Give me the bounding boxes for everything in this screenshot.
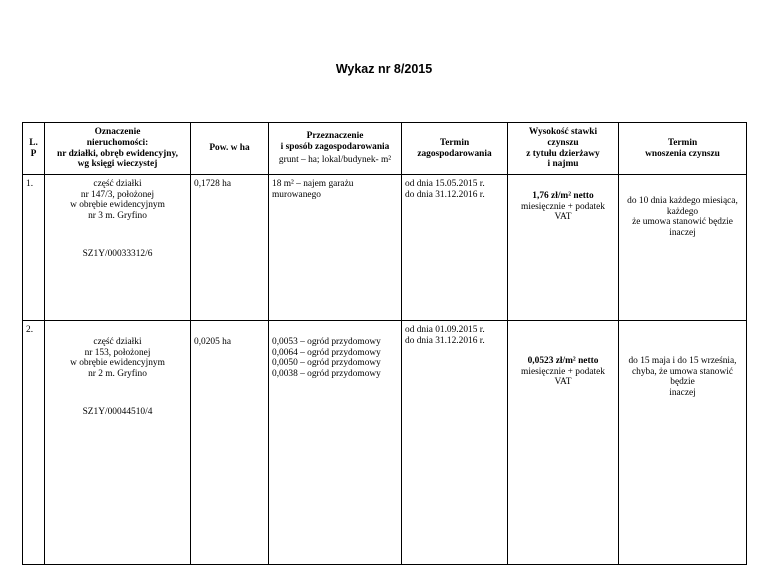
header-purpose: Przeznaczenie i sposób zagospodarowania grunt – ha; lokal/budynek- m² — [269, 123, 402, 175]
row-area: 0,0205 ha — [191, 321, 269, 565]
row-lp: 1. — [23, 175, 45, 321]
row-term: od dnia 15.05.2015 r. do dnia 31.12.2016 r. — [402, 175, 508, 321]
row-purpose: 18 m² – najem garażu murowanego — [269, 175, 402, 321]
land-register-number: SZ1Y/00033312/6 — [82, 249, 153, 260]
header-rent: Wysokość stawki czynszu z tytułu dzierżawy i najmu — [508, 123, 619, 175]
header-designation: Oznaczenie nieruchomości: nr działki, obręb ewidencyjny, wg księgi wieczystej — [45, 123, 191, 175]
row-purpose: 0,0053 – ogród przydomowy 0,0064 – ogród przydomowy 0,0050 – ogród przydomowy 0,0038 – ogród przydomowy — [269, 321, 402, 565]
table-row — [23, 321, 747, 565]
header-term: Termin zagospodarowania — [402, 123, 508, 175]
header-lp: L. P — [23, 123, 45, 175]
table-row — [23, 175, 747, 321]
row-term: od dnia 01.09.2015 r. do dnia 31.12.2016 r. — [402, 321, 508, 565]
row-payment: do 15 maja i do 15 września, chyba, że umowa stanowić będzie inaczej — [619, 321, 747, 565]
row-area: 0,1728 ha — [191, 175, 269, 321]
lease-table — [22, 122, 747, 565]
header-payment: Termin wnoszenia czynszu — [619, 123, 747, 175]
header-area: Pow. w ha — [191, 123, 269, 175]
row-designation: część działki nr 153, położonej w obrębie ewidencyjnym nr 2 m. Gryfino SZ1Y/00044510/4 — [45, 321, 191, 565]
row-rent: 1,76 zł/m² netto miesięcznie + podatek VAT — [508, 175, 619, 321]
row-rent: 0,0523 zł/m² netto miesięcznie + podatek VAT — [508, 321, 619, 565]
document-title: Wykaz nr 8/2015 — [335, 62, 433, 76]
land-register-number: SZ1Y/00044510/4 — [82, 407, 153, 418]
row-designation: część działki nr 147/3, położonej w obrębie ewidencyjnym nr 3 m. Gryfino SZ1Y/00033312/6 — [45, 175, 191, 321]
header-row — [23, 123, 747, 175]
row-lp: 2. — [23, 321, 45, 565]
row-payment: do 10 dnia każdego miesiąca, każdego że umowa stanowić będzie inaczej — [619, 175, 747, 321]
